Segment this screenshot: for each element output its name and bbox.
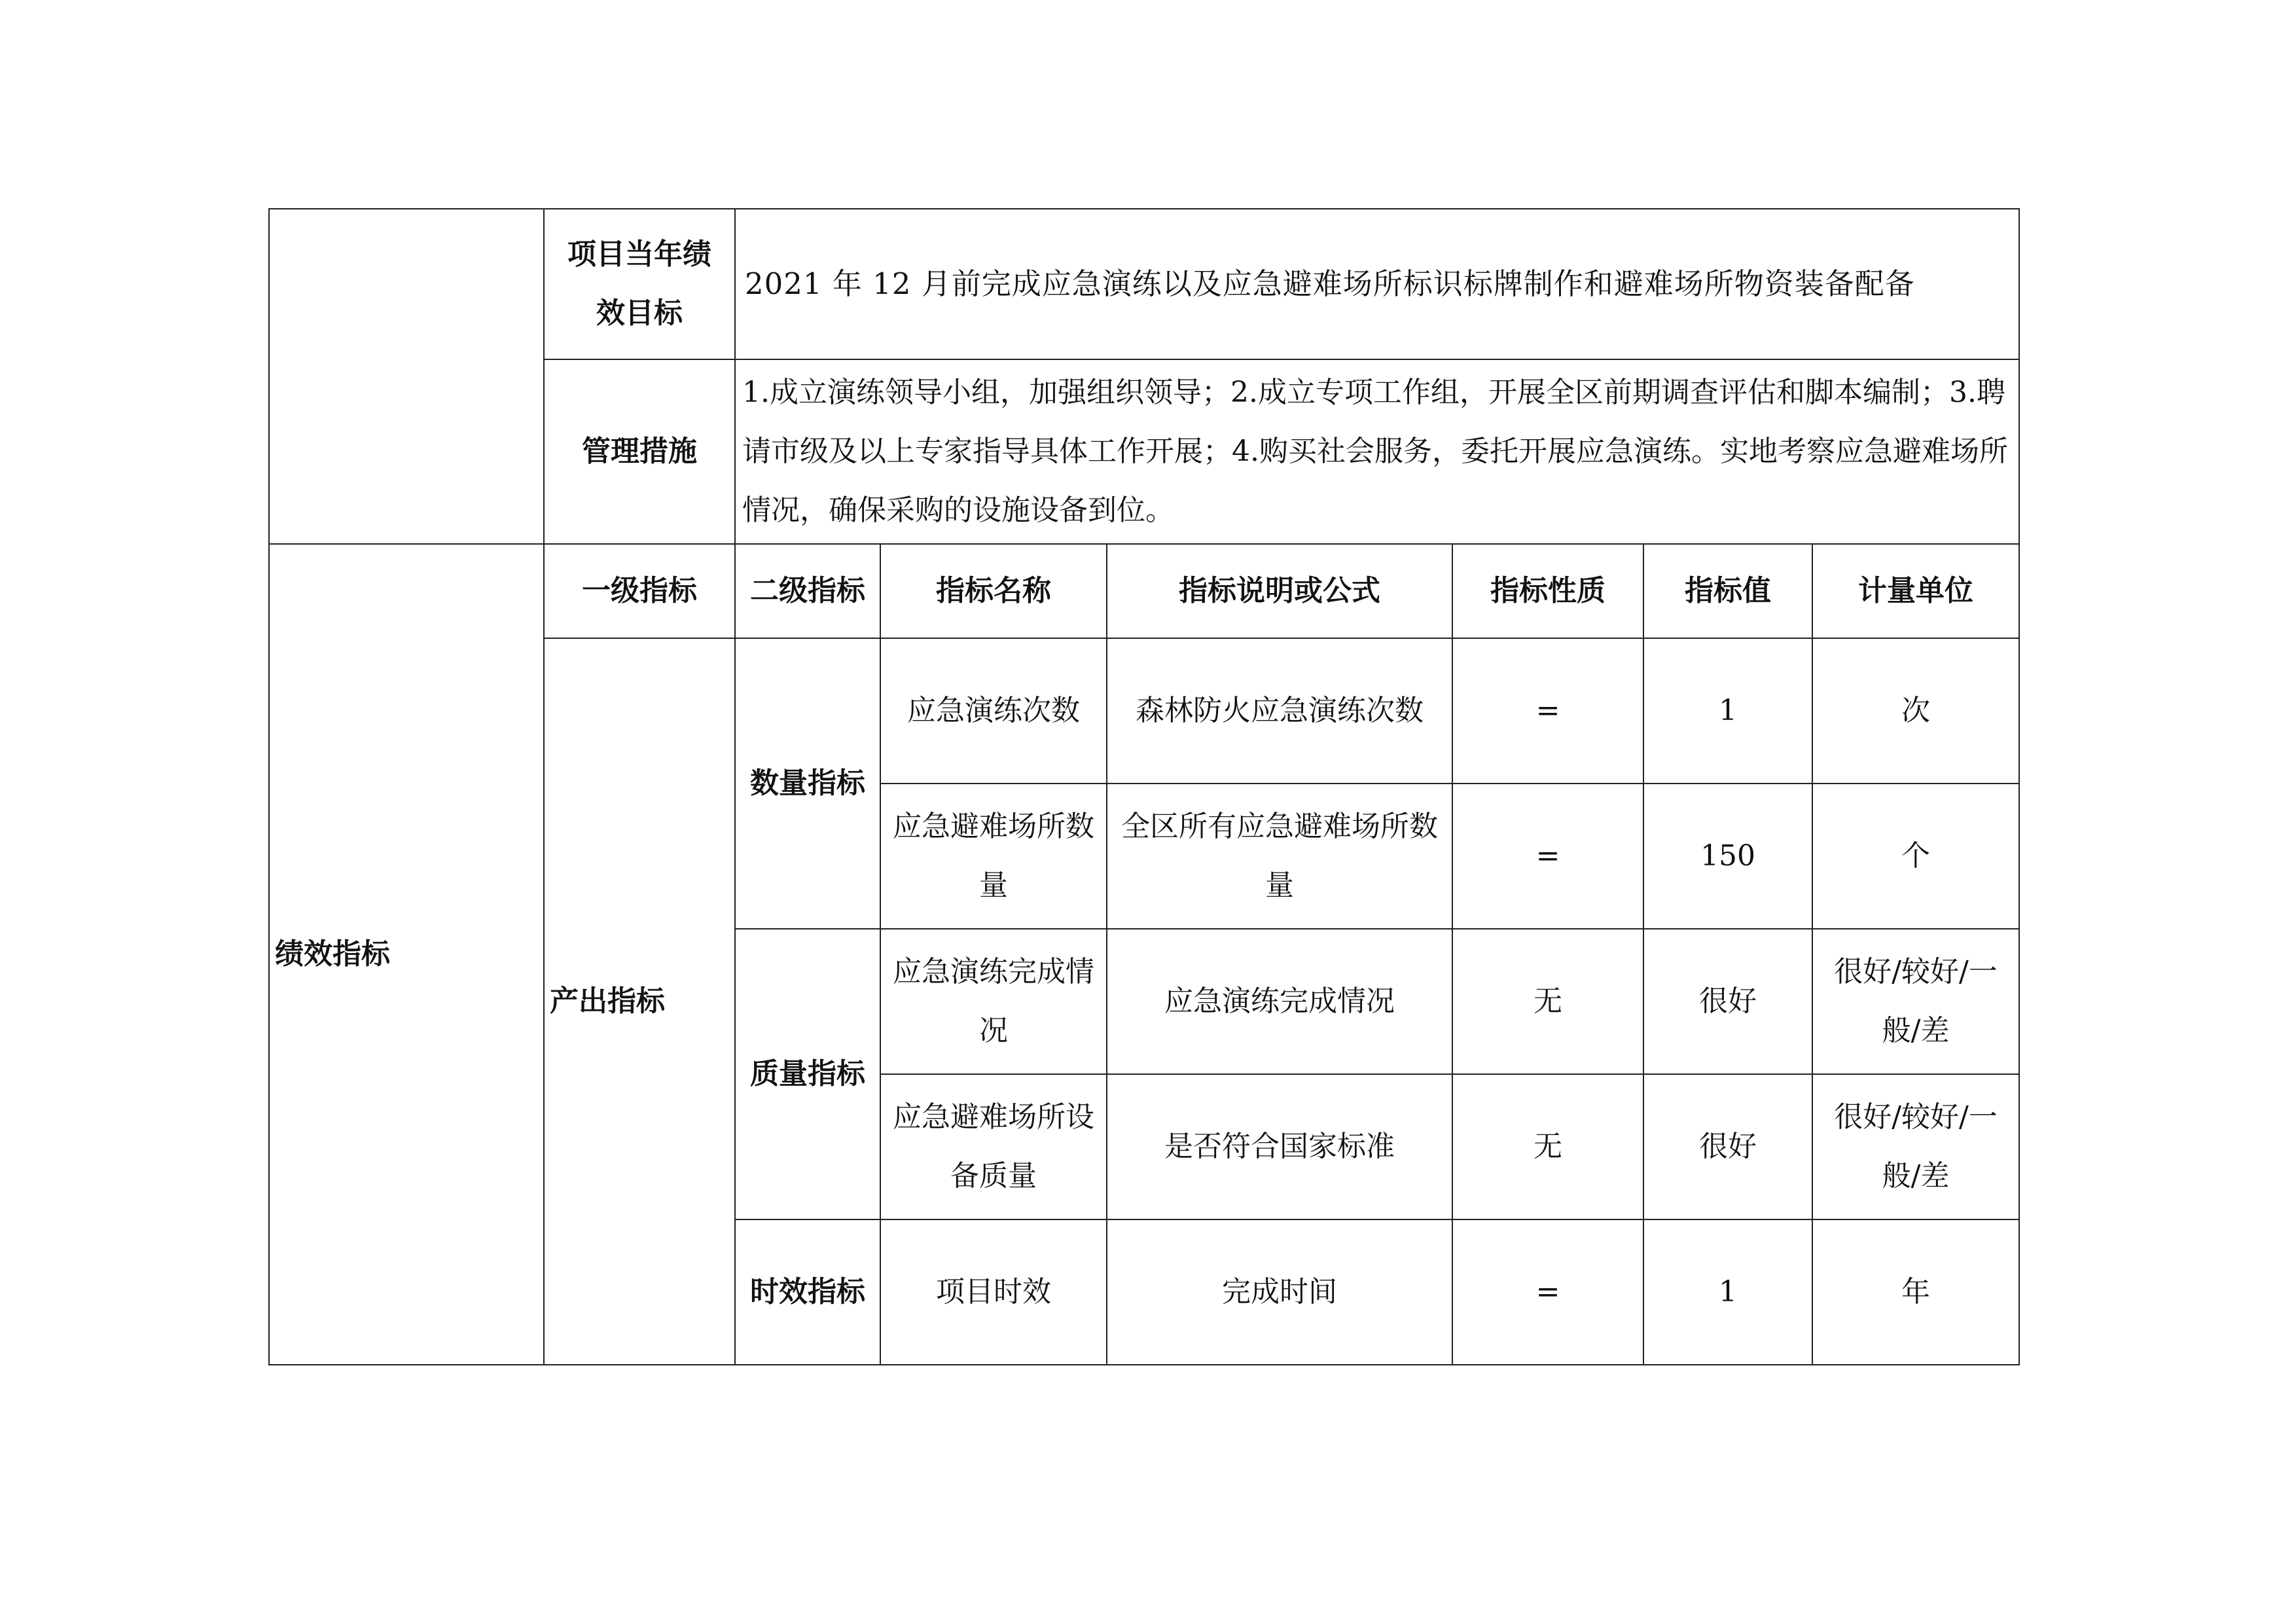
header-value	[1643, 544, 1812, 638]
level1-text: 产出指标	[550, 984, 665, 1018]
header-level1-text: 一级指标	[582, 574, 697, 607]
row-unit-text: 次	[1901, 694, 1931, 727]
row-value	[1643, 784, 1812, 929]
row-value	[1643, 929, 1812, 1074]
header-name	[880, 544, 1107, 638]
row-name	[880, 784, 1107, 929]
row-name	[880, 1219, 1107, 1365]
row-name-text: 应急演练完成情况	[893, 955, 1094, 1047]
header-desc-text: 指标说明或公式	[1179, 574, 1380, 607]
row-desc	[1107, 929, 1452, 1074]
row-value	[1643, 638, 1812, 784]
group-quantity-text: 数量指标	[750, 767, 865, 800]
row-unit	[1812, 1074, 2019, 1219]
row-name	[880, 929, 1107, 1074]
row-unit	[1812, 638, 2019, 784]
row-value-text: 1	[1719, 694, 1737, 727]
row-desc-text: 应急演练完成情况	[1164, 984, 1395, 1018]
indicator-header-row	[269, 544, 2019, 638]
row-nature	[1452, 1219, 1643, 1365]
row-name-text: 应急避难场所数量	[893, 810, 1094, 902]
row-unit	[1812, 929, 2019, 1074]
row-nature	[1452, 1074, 1643, 1219]
header-level1	[544, 544, 735, 638]
header-desc	[1107, 544, 1452, 638]
row-value	[1643, 1074, 1812, 1219]
section-label	[269, 544, 544, 1365]
row-unit-text: 很好/较好/一般/差	[1834, 955, 1998, 1047]
group-quality-text: 质量指标	[750, 1057, 865, 1091]
header-nature-text: 指标性质	[1490, 574, 1605, 607]
row-desc	[1107, 638, 1452, 784]
row-name	[880, 638, 1107, 784]
row-unit-text: 年	[1901, 1275, 1931, 1308]
row-unit-text: 个	[1901, 839, 1931, 873]
header-name-text: 指标名称	[936, 574, 1051, 607]
row-value-text: 1	[1719, 1275, 1737, 1308]
row-name	[880, 1074, 1107, 1219]
row-nature	[1452, 784, 1643, 929]
row-value-text: 150	[1700, 839, 1755, 873]
measures-text-value: 1.成立演练领导小组，加强组织领导；2.成立专项工作组，开展全区前期调查评估和脚本编制；3.聘请市级及以上专家指导具体工作开展；4.购买社会服务，委托开展应急演练。实地考察应急避难场所情况，确保采购的设施设备到位。	[742, 376, 2008, 527]
header-nature	[1452, 544, 1643, 638]
measures-label	[544, 359, 735, 544]
row-name-text: 应急避难场所设备质量	[893, 1100, 1094, 1193]
target-text	[735, 209, 2019, 359]
row-desc-text: 是否符合国家标准	[1164, 1130, 1395, 1163]
row-nature-text: =	[1535, 1275, 1560, 1308]
row-desc	[1107, 784, 1452, 929]
row-unit-text: 很好/较好/一般/差	[1834, 1100, 1998, 1193]
row-desc-text: 全区所有应急避难场所数量	[1121, 810, 1438, 902]
row-value-text: 很好	[1699, 1130, 1757, 1163]
row-name-text: 应急演练次数	[907, 694, 1080, 727]
row-desc	[1107, 1219, 1452, 1365]
section-label-text: 绩效指标	[275, 937, 390, 971]
row-desc-text: 森林防火应急演练次数	[1136, 694, 1424, 727]
row-desc-text: 完成时间	[1222, 1275, 1337, 1308]
header-level2	[735, 544, 880, 638]
group-timeliness-text: 时效指标	[750, 1275, 865, 1308]
row-unit	[1812, 1219, 2019, 1365]
row-nature-text: 无	[1534, 984, 1562, 1018]
measures-label-text: 管理措施	[582, 435, 697, 468]
row-name-text: 项目时效	[936, 1275, 1051, 1308]
row-unit	[1812, 784, 2019, 929]
level1-cell	[544, 638, 735, 1365]
row-value-text: 很好	[1699, 984, 1757, 1018]
row-nature-text: =	[1535, 694, 1560, 727]
target-label-text: 项目当年绩效目标	[567, 238, 711, 330]
measures-text	[735, 359, 2019, 544]
header-unit	[1812, 544, 2019, 638]
header-value-text: 指标值	[1685, 574, 1771, 607]
target-label	[544, 209, 735, 359]
row-nature-text: =	[1535, 839, 1560, 873]
row-nature	[1452, 638, 1643, 784]
group-quality	[735, 929, 880, 1219]
blank-left-cell	[269, 209, 544, 544]
group-quantity	[735, 638, 880, 929]
header-level2-text: 二级指标	[750, 574, 865, 607]
group-timeliness	[735, 1219, 880, 1365]
target-text-value: 2021 年 12 月前完成应急演练以及应急避难场所标识标牌制作和避难场所物资装备配备	[745, 266, 1915, 301]
row-desc	[1107, 1074, 1452, 1219]
header-unit-text: 计量单位	[1858, 574, 1974, 607]
target-row	[269, 209, 2019, 359]
performance-table	[268, 208, 2020, 1365]
row-nature	[1452, 929, 1643, 1074]
row-value	[1643, 1219, 1812, 1365]
row-nature-text: 无	[1534, 1130, 1562, 1163]
